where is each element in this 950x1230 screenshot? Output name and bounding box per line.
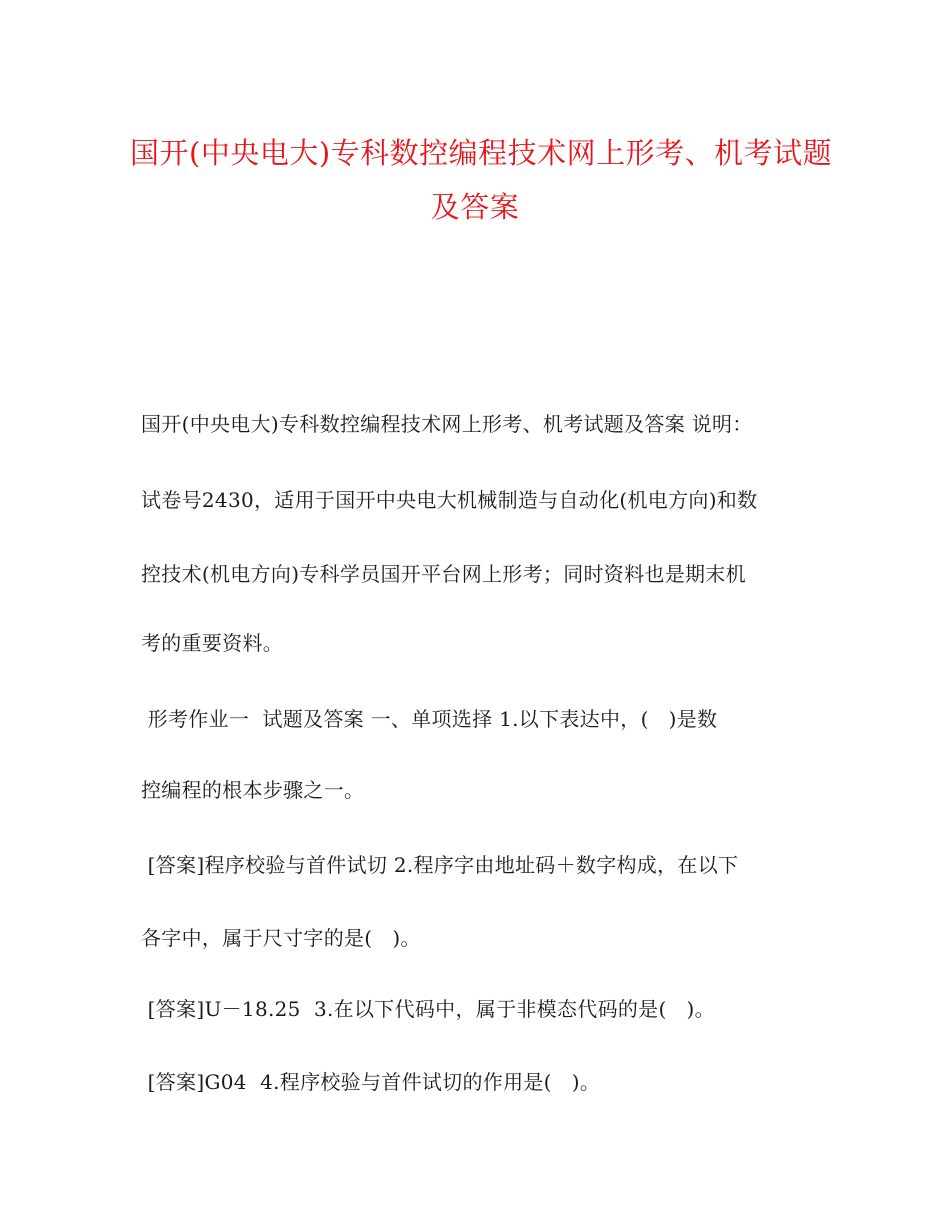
title-line-2: 及答案 [430, 190, 520, 224]
body-line-10: [答案]G04 4.程序校验与首件试切的作用是( )。 [141, 1070, 601, 1094]
body-line-1: 国开(中央电大)专科数控编程技术网上形考、机考试题及答案 说明： [141, 412, 753, 436]
body-line-5: 形考作业一 试题及答案 一、单项选择 1.以下表达中，( )是数 [141, 707, 718, 731]
body-line-8: 各字中，属于尺寸字的是( )。 [141, 926, 421, 950]
title-line-1: 国开(中央电大)专科数控编程技术网上形考、机考试题 [130, 136, 833, 170]
body-line-2: 试卷号2430，适用于国开中央电大机械制造与自动化(机电方向)和数 [141, 488, 758, 512]
document-title [130, 126, 833, 234]
body-line-4: 考的重要资料。 [141, 631, 284, 655]
body-line-3: 控技术(机电方向)专科学员国开平台网上形考；同时资料也是期末机 [141, 562, 746, 586]
body-line-9: [答案]U－18.25 3.在以下代码中，属于非模态代码的是( )。 [141, 997, 715, 1021]
body-line-7: [答案]程序校验与首件试切 2.程序字由地址码＋数字构成，在以下 [141, 853, 739, 877]
body-line-6: 控编程的根本步骤之一。 [141, 778, 365, 802]
